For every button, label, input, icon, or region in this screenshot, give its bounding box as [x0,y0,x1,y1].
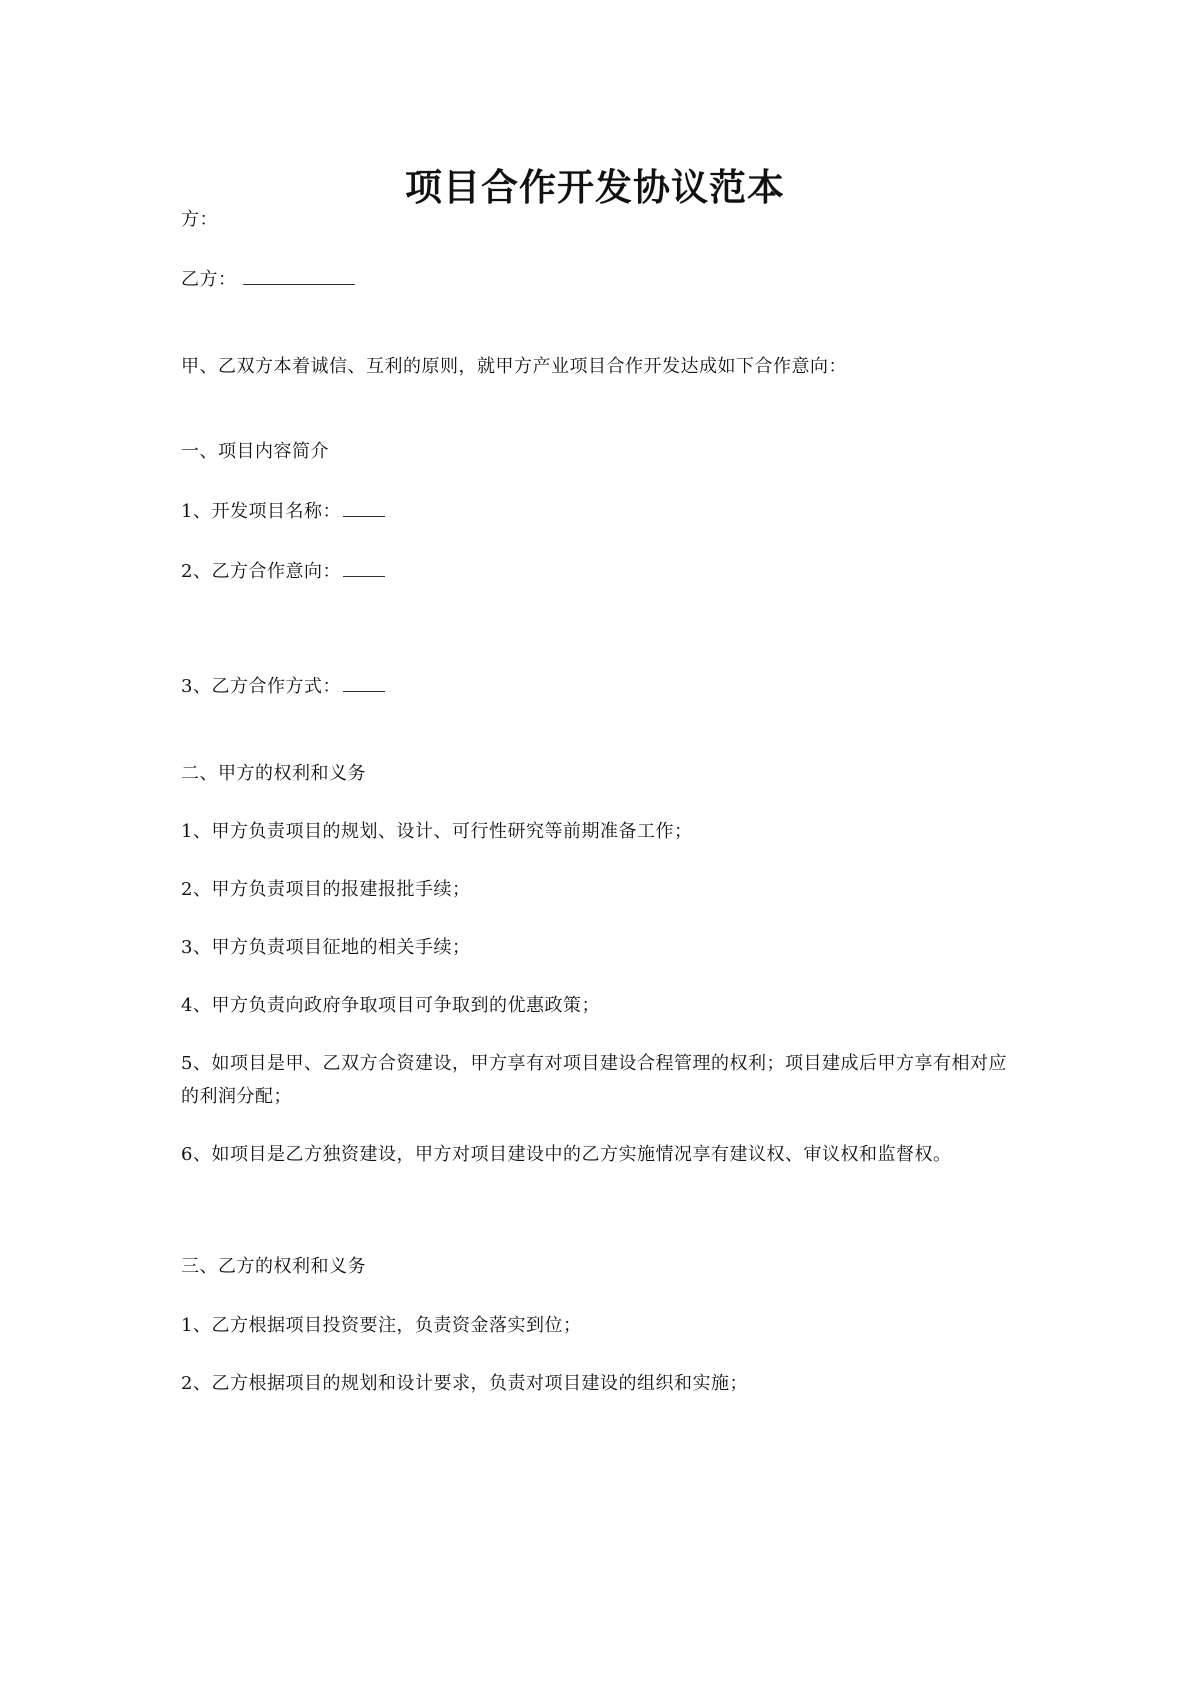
section-1-heading: 一、项目内容简介 [181,441,329,462]
party-a-line [181,208,218,232]
section-2-item-6: 6、如项目是乙方独资建设，甲方对项目建设中的乙方实施情况享有建议权、审议权和监督权。 [181,1144,952,1165]
party-b-label: 乙方： [181,269,237,290]
section-2-item-1: 1、甲方负责项目的规划、设计、可行性研究等前期准备工作； [181,821,693,842]
party-b-line [181,268,355,292]
section-1-item-3 [181,675,385,699]
project-name-blank[interactable] [343,500,385,517]
section-2-item-2: 2、甲方负责项目的报建报批手续； [181,879,471,900]
section-2-item-4: 4、甲方负责向政府争取项目可争取到的优惠政策； [181,995,600,1016]
section-2-item-5: 5、如项目是甲、乙双方合资建设，甲方享有对项目建设合程管理的权利；项目建成后甲方享有相对应的利润分配； [181,1053,1007,1107]
section-3-heading: 三、乙方的权利和义务 [181,1256,366,1277]
cooperation-intent-blank[interactable] [343,560,385,577]
section-1-item-1 [181,500,385,524]
item-label: 3、乙方合作方式： [181,676,341,697]
section-1-item-2 [181,560,385,584]
intro-paragraph: 甲、乙双方本着诚信、互利的原则，就甲方产业项目合作开发达成如下合作意向： [181,356,847,377]
section-2-heading: 二、甲方的权利和义务 [181,763,366,784]
item-label: 2、乙方合作意向： [181,561,341,582]
cooperation-method-blank[interactable] [343,675,385,692]
section-3-item-2: 2、乙方根据项目的规划和设计要求，负责对项目建设的组织和实施； [181,1373,748,1394]
section-3-item-1: 1、乙方根据项目投资要注，负责资金落实到位； [181,1315,582,1336]
party-b-blank[interactable] [243,268,355,285]
item-label: 1、开发项目名称： [181,501,341,522]
party-a-label: 方： [181,209,218,230]
section-2-item-3: 3、甲方负责项目征地的相关手续； [181,937,471,958]
document-title: 项目合作开发协议范本 [405,166,785,209]
